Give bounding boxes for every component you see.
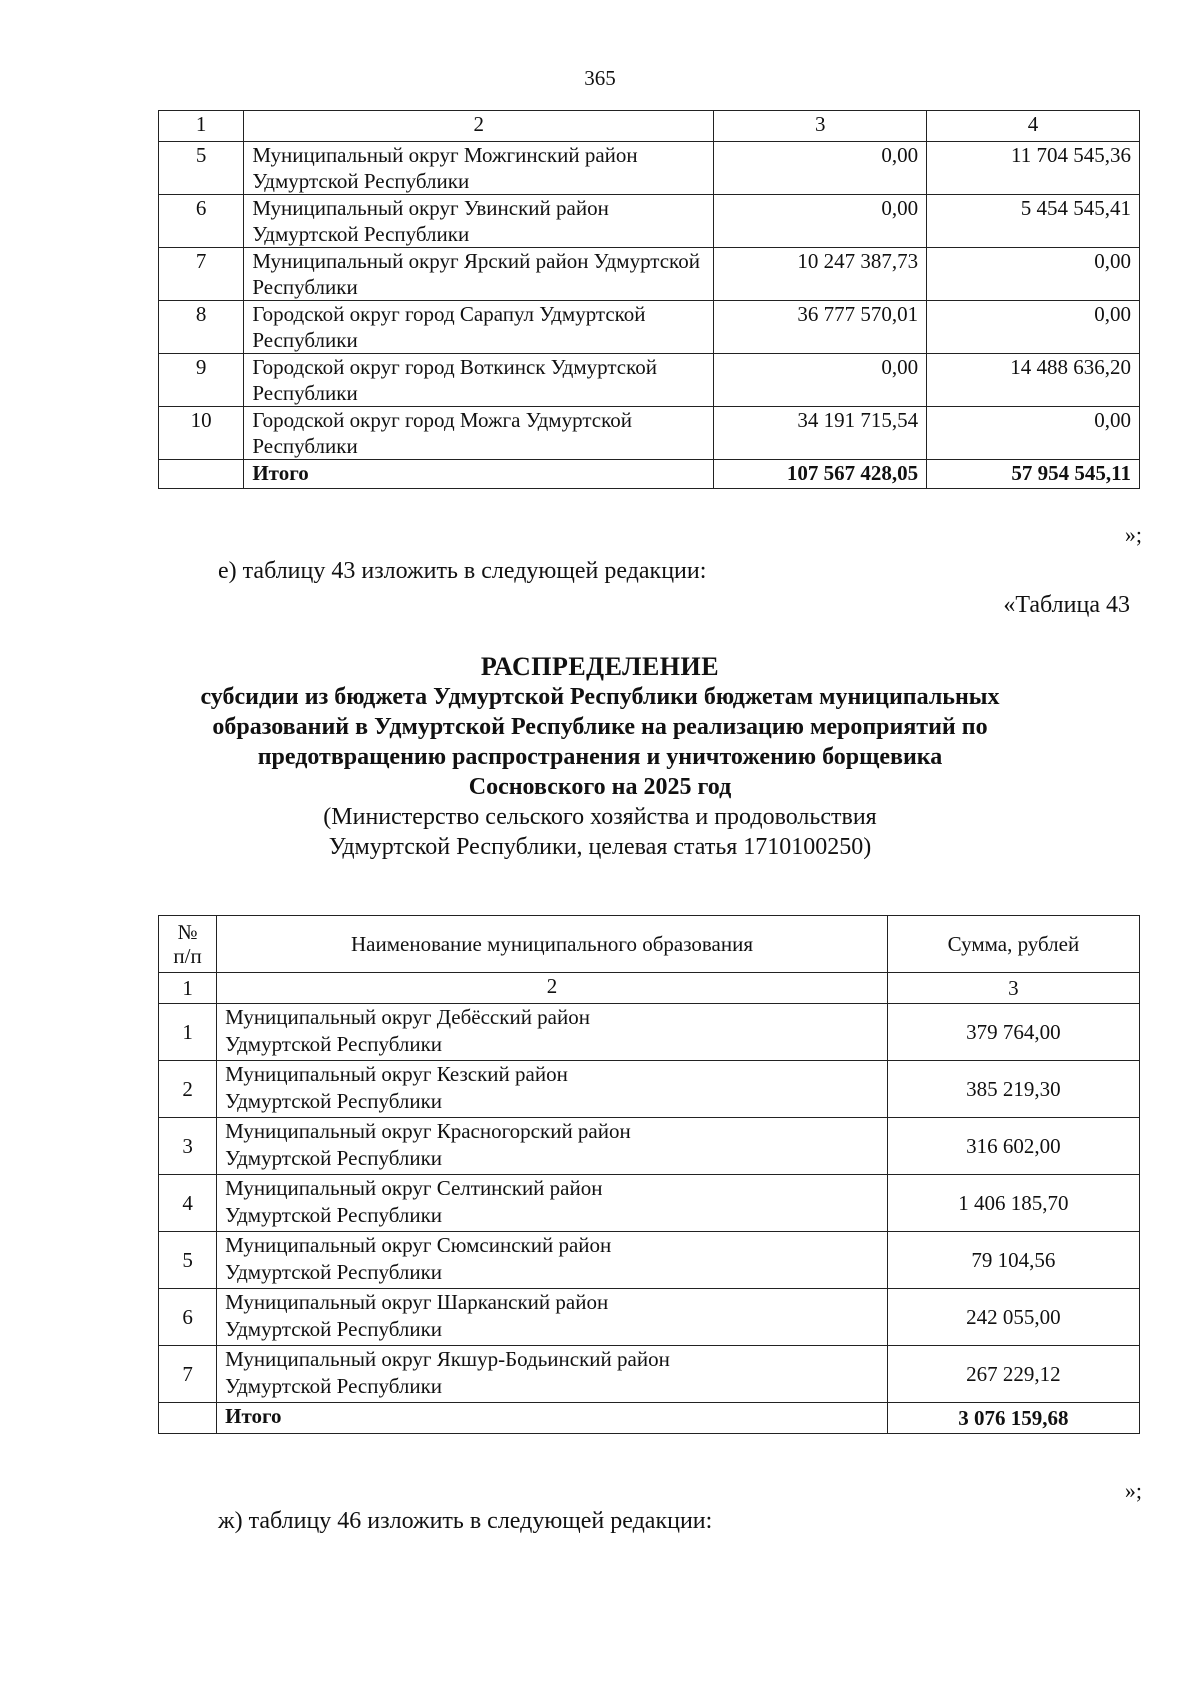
row-name-line1: Муниципальный округ Кезский район bbox=[225, 1062, 568, 1086]
total-sum: 3 076 159,68 bbox=[887, 1403, 1139, 1434]
table-row bbox=[159, 1118, 1140, 1175]
row-name-line1: Муниципальный округ Якшур-Бодьинский район bbox=[225, 1347, 670, 1371]
row-col3: 36 777 570,01 bbox=[714, 301, 927, 354]
table-row bbox=[159, 354, 1140, 407]
col-num-3: 3 bbox=[887, 973, 1139, 1004]
heading-ministry-line: Удмуртской Республики, целевая статья 1710100250) bbox=[328, 834, 872, 860]
table-row bbox=[159, 1232, 1140, 1289]
table-label: «Таблица 43 bbox=[1003, 592, 1130, 618]
table-column-numbers bbox=[159, 973, 1140, 1004]
total-empty-cell bbox=[159, 460, 244, 489]
row-col4: 0,00 bbox=[927, 301, 1140, 354]
table-row bbox=[159, 1004, 1140, 1061]
table-row bbox=[159, 1175, 1140, 1232]
table-total-row bbox=[159, 460, 1140, 489]
row-name: Городской округ город Сарапул Удмуртской Республики bbox=[244, 301, 714, 354]
document-heading bbox=[0, 652, 1200, 862]
row-sum: 1 406 185,70 bbox=[887, 1175, 1139, 1232]
row-name: Муниципальный округ Можгинский район Удмуртской Республики bbox=[244, 142, 714, 195]
row-name-line2: Удмуртской Республики bbox=[225, 1374, 443, 1398]
total-label: Итого bbox=[244, 460, 714, 489]
row-name-line2: Удмуртской Республики bbox=[225, 1146, 443, 1170]
row-col4: 0,00 bbox=[927, 248, 1140, 301]
table-row bbox=[159, 195, 1140, 248]
row-col3: 0,00 bbox=[714, 354, 927, 407]
total-empty-cell bbox=[159, 1403, 217, 1434]
total-col3: 107 567 428,05 bbox=[714, 460, 927, 489]
row-number: 5 bbox=[159, 1232, 217, 1289]
row-name bbox=[217, 1061, 888, 1118]
total-label: Итого bbox=[217, 1403, 888, 1434]
row-col3: 0,00 bbox=[714, 195, 927, 248]
row-name bbox=[217, 1289, 888, 1346]
heading-sub-line: субсидии из бюджета Удмуртской Республики бюджетам муниципальных bbox=[200, 684, 1000, 710]
closing-quote: »; bbox=[1124, 1478, 1142, 1503]
row-name bbox=[217, 1118, 888, 1175]
row-number: 7 bbox=[159, 1346, 217, 1403]
table-row bbox=[159, 1346, 1140, 1403]
row-number: 9 bbox=[159, 354, 244, 407]
row-name-line2: Удмуртской Республики bbox=[225, 1203, 443, 1227]
row-name bbox=[217, 1004, 888, 1061]
row-name-line2: Удмуртской Республики bbox=[225, 1317, 443, 1341]
distribution-table bbox=[158, 915, 1140, 1434]
row-number: 1 bbox=[159, 1004, 217, 1061]
row-number: 10 bbox=[159, 407, 244, 460]
table-total-row bbox=[159, 1403, 1140, 1434]
header-name: Наименование муниципального образования bbox=[217, 916, 888, 973]
heading-sub-line: образований в Удмуртской Республике на реализацию мероприятий по bbox=[212, 714, 988, 740]
table-row bbox=[159, 1289, 1140, 1346]
row-sum: 379 764,00 bbox=[887, 1004, 1139, 1061]
col-num-2: 2 bbox=[244, 111, 714, 142]
row-col4: 11 704 545,36 bbox=[927, 142, 1140, 195]
table-row bbox=[159, 301, 1140, 354]
row-number: 7 bbox=[159, 248, 244, 301]
col-num-3: 3 bbox=[714, 111, 927, 142]
row-col4: 14 488 636,20 bbox=[927, 354, 1140, 407]
row-name-line2: Удмуртской Республики bbox=[225, 1260, 443, 1284]
row-name bbox=[217, 1232, 888, 1289]
row-name-line1: Муниципальный округ Селтинский район bbox=[225, 1176, 603, 1200]
page-number: 365 bbox=[584, 66, 616, 90]
row-sum: 242 055,00 bbox=[887, 1289, 1139, 1346]
row-sum: 385 219,30 bbox=[887, 1061, 1139, 1118]
row-sum: 79 104,56 bbox=[887, 1232, 1139, 1289]
row-number: 6 bbox=[159, 195, 244, 248]
row-name-line1: Муниципальный округ Шарканский район bbox=[225, 1290, 609, 1314]
header-num: № п/п bbox=[159, 916, 217, 973]
heading-sub-line: Сосновского на 2025 год bbox=[468, 774, 732, 800]
table-row bbox=[159, 248, 1140, 301]
row-number: 8 bbox=[159, 301, 244, 354]
row-number: 3 bbox=[159, 1118, 217, 1175]
col-num-1: 1 bbox=[159, 973, 217, 1004]
row-sum: 316 602,00 bbox=[887, 1118, 1139, 1175]
row-name bbox=[217, 1346, 888, 1403]
table-header bbox=[159, 916, 1140, 973]
row-number: 2 bbox=[159, 1061, 217, 1118]
col-num-2: 2 bbox=[217, 973, 888, 1004]
row-name-line1: Муниципальный округ Красногорский район bbox=[225, 1119, 631, 1143]
heading-title: РАСПРЕДЕЛЕНИЕ bbox=[480, 652, 720, 681]
heading-sub-line: предотвращению распространения и уничтожению борщевика bbox=[257, 744, 943, 770]
row-name bbox=[217, 1175, 888, 1232]
row-col4: 5 454 545,41 bbox=[927, 195, 1140, 248]
header-sum: Сумма, рублей bbox=[887, 916, 1139, 973]
table-row bbox=[159, 142, 1140, 195]
col-num-4: 4 bbox=[927, 111, 1140, 142]
row-col3: 10 247 387,73 bbox=[714, 248, 927, 301]
table-column-numbers bbox=[159, 111, 1140, 142]
row-name: Муниципальный округ Ярский район Удмуртской Республики bbox=[244, 248, 714, 301]
table-row bbox=[159, 407, 1140, 460]
col-num-1: 1 bbox=[159, 111, 244, 142]
row-name: Городской округ город Воткинск Удмуртской Республики bbox=[244, 354, 714, 407]
row-number: 6 bbox=[159, 1289, 217, 1346]
table-continuation bbox=[158, 110, 1140, 489]
row-name-line2: Удмуртской Республики bbox=[225, 1089, 443, 1113]
paragraph-zh: ж) таблицу 46 изложить в следующей редакции: bbox=[218, 1508, 713, 1534]
heading-ministry-line: (Министерство сельского хозяйства и продовольствия bbox=[323, 804, 877, 830]
row-name: Муниципальный округ Увинский район Удмуртской Республики bbox=[244, 195, 714, 248]
table-row bbox=[159, 1061, 1140, 1118]
row-name-line2: Удмуртской Республики bbox=[225, 1032, 443, 1056]
row-sum: 267 229,12 bbox=[887, 1346, 1139, 1403]
closing-quote: »; bbox=[1124, 522, 1142, 547]
row-name-line1: Муниципальный округ Дебёсский район bbox=[225, 1005, 590, 1029]
total-col4: 57 954 545,11 bbox=[927, 460, 1140, 489]
row-name: Городской округ город Можга Удмуртской Республики bbox=[244, 407, 714, 460]
row-col3: 34 191 715,54 bbox=[714, 407, 927, 460]
row-col3: 0,00 bbox=[714, 142, 927, 195]
row-number: 4 bbox=[159, 1175, 217, 1232]
row-col4: 0,00 bbox=[927, 407, 1140, 460]
paragraph-e: е) таблицу 43 изложить в следующей редакции: bbox=[218, 558, 707, 584]
row-name-line1: Муниципальный округ Сюмсинский район bbox=[225, 1233, 612, 1257]
row-number: 5 bbox=[159, 142, 244, 195]
